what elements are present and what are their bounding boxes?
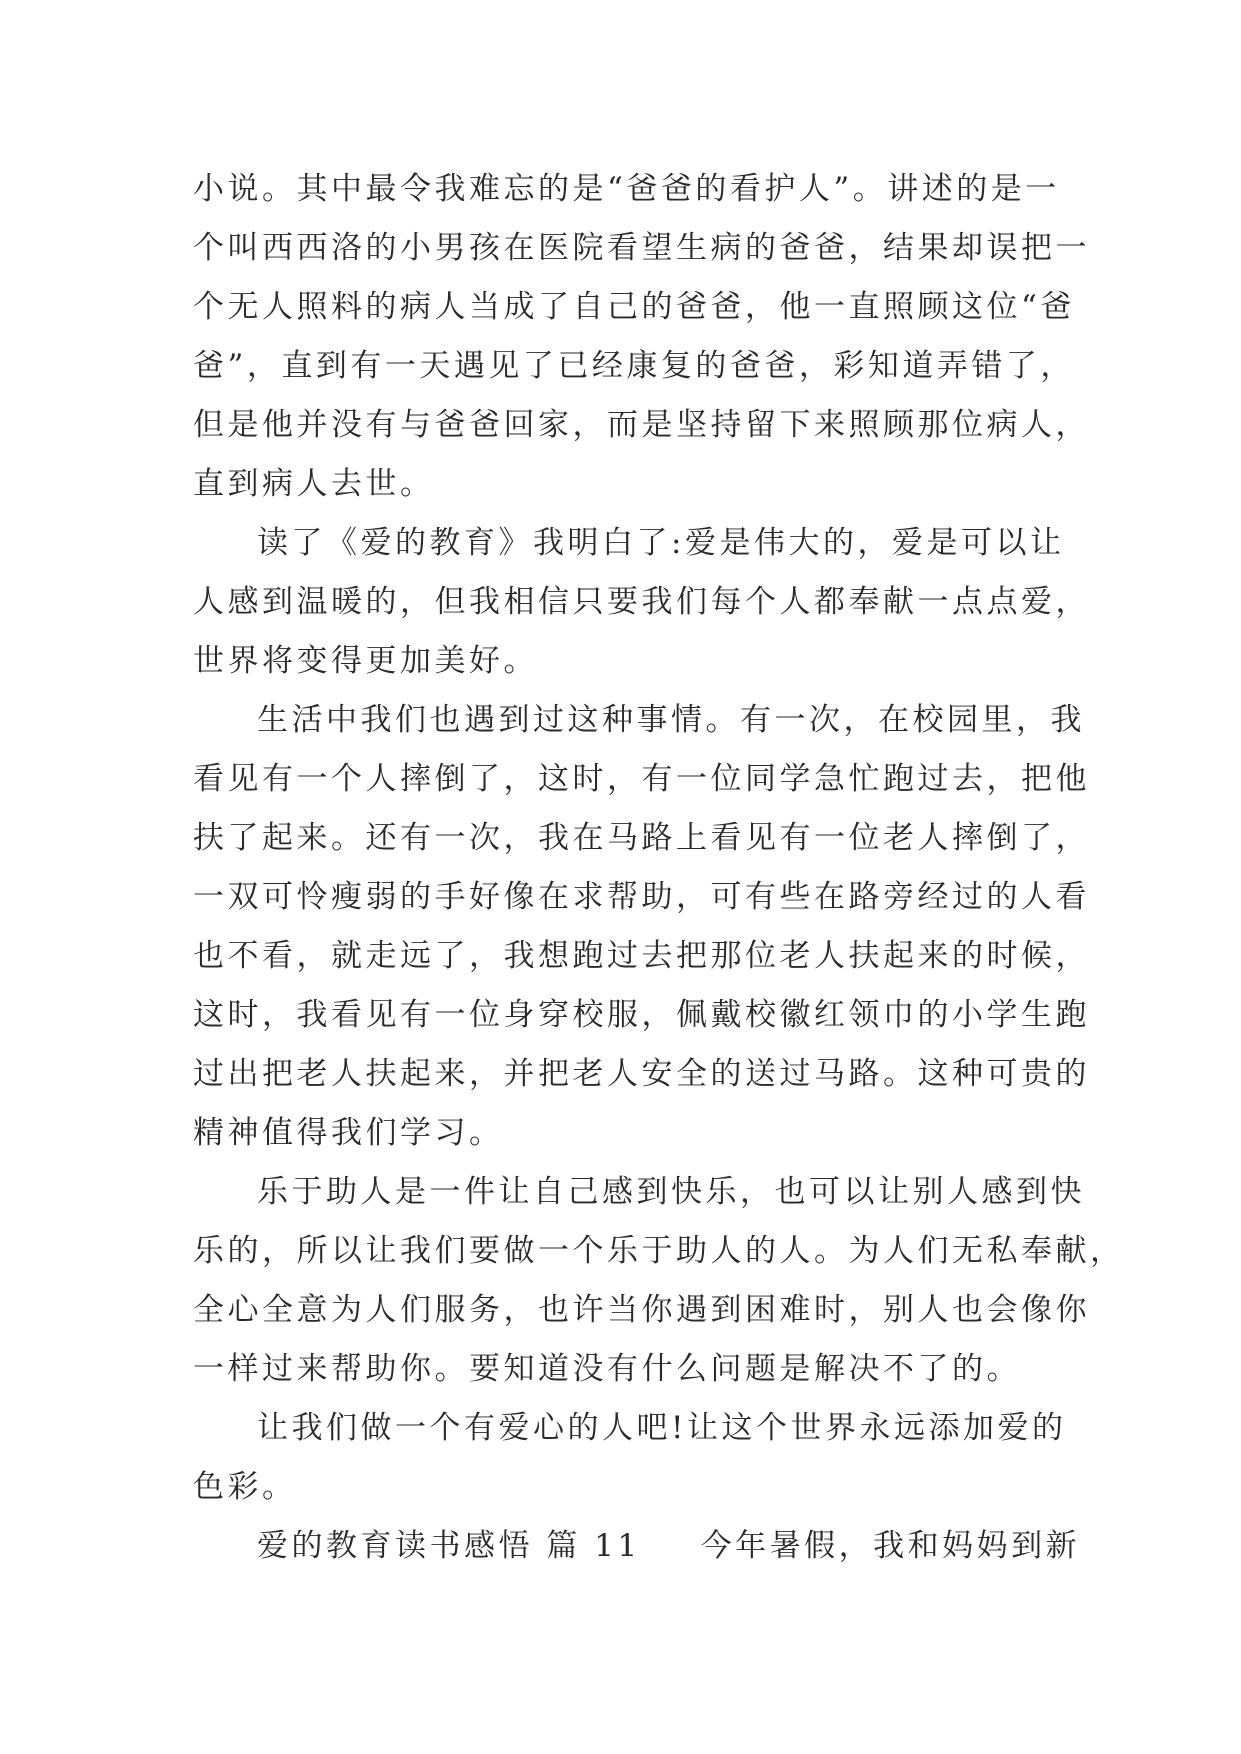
text-line: 爸”，直到有一天遇见了已经康复的爸爸，彩知道弄错了， xyxy=(193,348,1075,384)
text-line: 小说。其中最令我难忘的是“爸爸的看护人”。讲述的是一 xyxy=(193,171,1060,207)
text-line: 这时，我看见有一位身穿校服，佩戴校徽红领巾的小学生跑 xyxy=(193,997,1090,1033)
text-line: 直到病人去世。 xyxy=(193,466,435,502)
text-line: 世界将变得更加美好。 xyxy=(193,643,538,679)
text-line: 也不看，就走远了，我想跑过去把那位老人扶起来的时候， xyxy=(193,938,1090,974)
paragraph-start-line: 乐于助人是一件让自己感到快乐，也可以让别人感到快 xyxy=(257,1174,1085,1210)
text-line: 个无人照料的病人当成了自己的爸爸，他一直照顾这位“爸 xyxy=(193,289,1075,325)
text-line: 但是他并没有与爸爸回家，而是坚持留下来照顾那位病人， xyxy=(193,407,1090,443)
paragraph-start-line: 让我们做一个有爱心的人吧!让这个世界永远添加爱的 xyxy=(257,1410,1067,1446)
section-continuation-text: 今年暑假，我和妈妈到新 xyxy=(700,1528,1081,1564)
text-line: 全心全意为人们服务，也许当你遇到困难时，别人也会像你 xyxy=(193,1292,1090,1328)
text-line: 精神值得我们学习。 xyxy=(193,1115,504,1151)
text-line: 个叫西西洛的小男孩在医院看望生病的爸爸，结果却误把一 xyxy=(193,230,1090,266)
section-heading: 爱的教育读书感悟 篇 11 xyxy=(257,1528,641,1564)
text-line: 乐的，所以让我们要做一个乐于助人的人。为人们无私奉献， xyxy=(193,1233,1125,1269)
text-line: 扶了起来。还有一次，我在马路上看见有一位老人摔倒了， xyxy=(193,820,1090,856)
text-line: 过出把老人扶起来，并把老人安全的送过马路。这种可贵的 xyxy=(193,1056,1090,1092)
document-body xyxy=(193,160,1125,1576)
paragraph-start-line: 读了《爱的教育》我明白了:爱是伟大的，爱是可以让 xyxy=(257,525,1065,561)
text-line: 看见有一个人摔倒了，这时，有一位同学急忙跑过去，把他 xyxy=(193,761,1090,797)
section-heading-line xyxy=(193,1517,1081,1576)
text-line: 一双可怜瘦弱的手好像在求帮助，可有些在路旁经过的人看 xyxy=(193,879,1090,915)
text-line: 色彩。 xyxy=(193,1469,297,1505)
paragraph-start-line: 生活中我们也遇到过这种事情。有一次，在校园里，我 xyxy=(257,702,1085,738)
text-line: 人感到温暖的，但我相信只要我们每个人都奉献一点点爱， xyxy=(193,584,1090,620)
text-line: 一样过来帮助你。要知道没有什么问题是解决不了的。 xyxy=(193,1351,1021,1387)
